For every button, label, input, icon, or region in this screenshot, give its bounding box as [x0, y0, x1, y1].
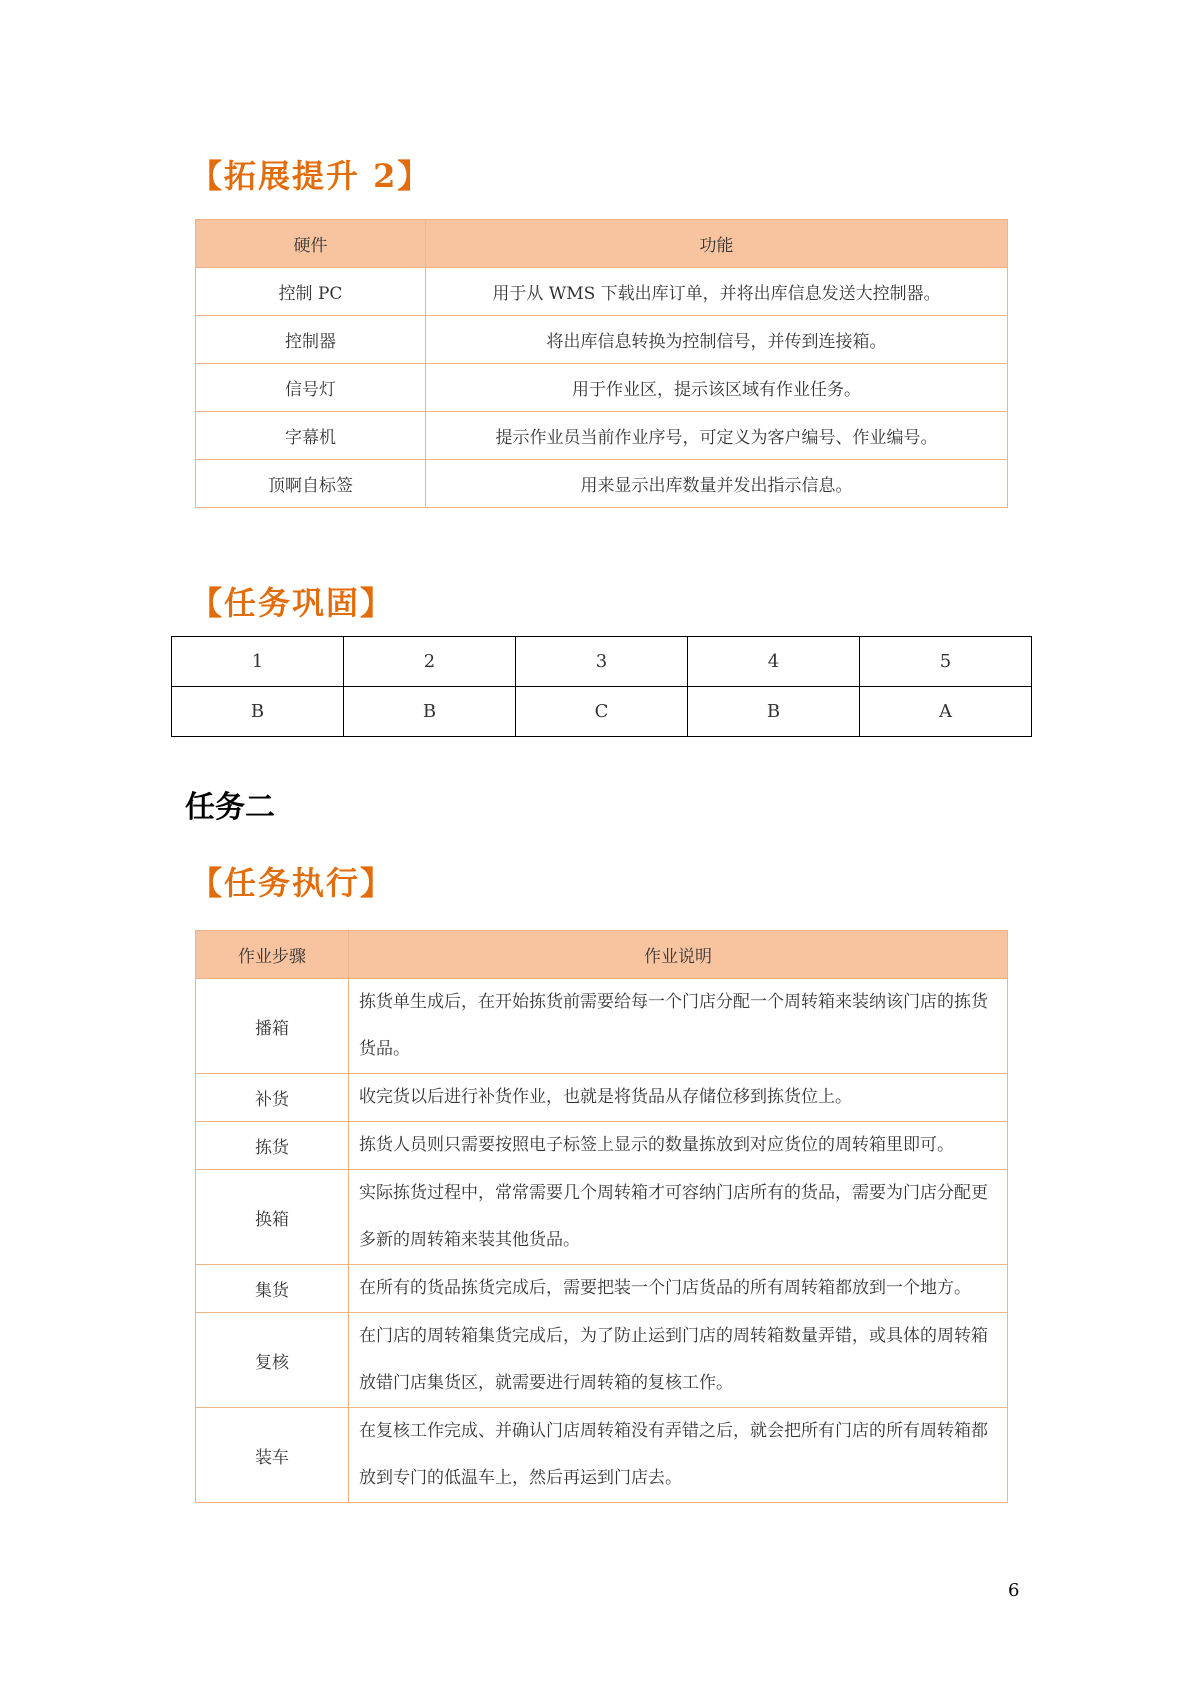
description-cell: 实际拣货过程中，常常需要几个周转箱才可容纳门店所有的货品，需要为门店分配更多新的周转箱来装其他货品。	[349, 1170, 1008, 1265]
answer-row	[172, 687, 1032, 737]
table-row	[196, 364, 1008, 412]
table-row	[196, 1265, 1008, 1313]
hardware-cell: 字幕机	[196, 412, 426, 460]
description-cell: 在所有的货品拣货完成后，需要把装一个门店货品的所有周转箱都放到一个地方。	[349, 1265, 1008, 1313]
answer-cell: B	[688, 687, 860, 737]
answer-cell: B	[344, 687, 516, 737]
step-cell: 播箱	[196, 979, 349, 1074]
column-header: 功能	[426, 220, 1008, 268]
table-row	[196, 1313, 1008, 1408]
function-cell: 用于作业区，提示该区域有作业任务。	[426, 364, 1008, 412]
step-cell: 拣货	[196, 1122, 349, 1170]
table-row	[196, 1074, 1008, 1122]
operation-steps-table	[195, 930, 1008, 1503]
question-number-cell: 2	[344, 637, 516, 687]
answer-cell: B	[172, 687, 344, 737]
question-number-row	[172, 637, 1032, 687]
question-number-cell: 4	[688, 637, 860, 687]
table-row	[196, 1408, 1008, 1503]
section-title-consolidation: 【任务巩固】	[190, 584, 395, 622]
function-cell: 用来显示出库数量并发出指示信息。	[426, 460, 1008, 508]
table-header-row	[196, 931, 1008, 979]
function-cell: 提示作业员当前作业序号，可定义为客户编号、作业编号。	[426, 412, 1008, 460]
page-number: 6	[1008, 1580, 1020, 1601]
table-row	[196, 979, 1008, 1074]
question-number-cell: 3	[516, 637, 688, 687]
section-title-expansion: 【拓展提升 2】	[190, 157, 432, 195]
table-header-row	[196, 220, 1008, 268]
step-cell: 换箱	[196, 1170, 349, 1265]
step-cell: 集货	[196, 1265, 349, 1313]
table-row	[196, 460, 1008, 508]
description-cell: 在复核工作完成、并确认门店周转箱没有弄错之后，就会把所有门店的所有周转箱都放到专门的低温车上，然后再运到门店去。	[349, 1408, 1008, 1503]
description-cell: 在门店的周转箱集货完成后，为了防止运到门店的周转箱数量弄错，或具体的周转箱放错门店集货区，就需要进行周转箱的复核工作。	[349, 1313, 1008, 1408]
step-cell: 复核	[196, 1313, 349, 1408]
question-number-cell: 5	[860, 637, 1032, 687]
hardware-cell: 控制 PC	[196, 268, 426, 316]
column-header: 作业说明	[349, 931, 1008, 979]
answer-cell: A	[860, 687, 1032, 737]
table-row	[196, 316, 1008, 364]
function-cell: 将出库信息转换为控制信号，并传到连接箱。	[426, 316, 1008, 364]
table-row	[196, 268, 1008, 316]
description-cell: 拣货单生成后，在开始拣货前需要给每一个门店分配一个周转箱来装纳该门店的拣货货品。	[349, 979, 1008, 1074]
column-header: 作业步骤	[196, 931, 349, 979]
table-row	[196, 412, 1008, 460]
hardware-cell: 顶啊自标签	[196, 460, 426, 508]
hardware-table	[195, 219, 1008, 508]
description-cell: 收完货以后进行补货作业，也就是将货品从存储位移到拣货位上。	[349, 1074, 1008, 1122]
answer-table	[171, 636, 1032, 737]
answer-cell: C	[516, 687, 688, 737]
table-row	[196, 1122, 1008, 1170]
description-cell: 拣货人员则只需要按照电子标签上显示的数量拣放到对应货位的周转箱里即可。	[349, 1122, 1008, 1170]
task-heading: 任务二	[185, 790, 275, 825]
step-cell: 补货	[196, 1074, 349, 1122]
function-cell: 用于从 WMS 下载出库订单，并将出库信息发送大控制器。	[426, 268, 1008, 316]
step-cell: 装车	[196, 1408, 349, 1503]
hardware-cell: 信号灯	[196, 364, 426, 412]
column-header: 硬件	[196, 220, 426, 268]
hardware-cell: 控制器	[196, 316, 426, 364]
table-row	[196, 1170, 1008, 1265]
question-number-cell: 1	[172, 637, 344, 687]
section-title-execution: 【任务执行】	[190, 864, 395, 902]
